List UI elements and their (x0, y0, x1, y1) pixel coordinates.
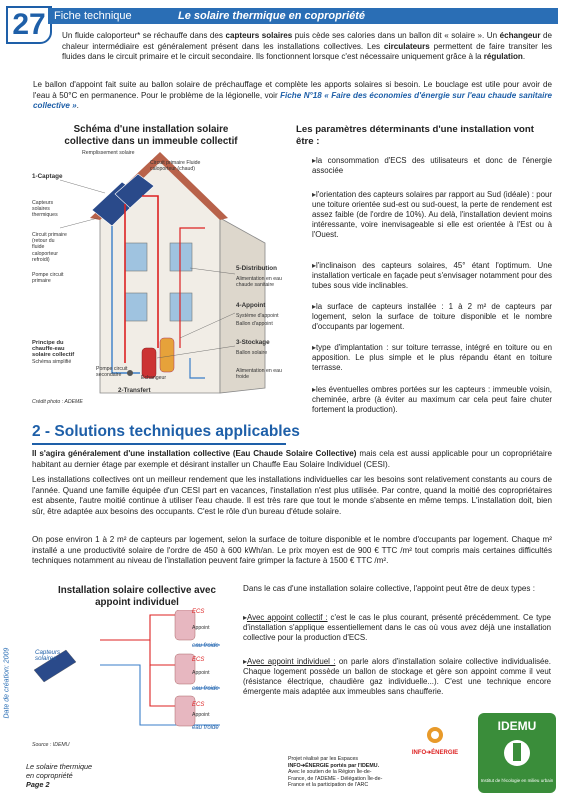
photo-credit: Crédit photo : ADEME (32, 399, 83, 405)
label-ecs: ECS (192, 609, 205, 615)
label-circuit-retour: Circuit primaire (retour du fluide caloporteur refroidi) (32, 232, 67, 263)
params-title: Les paramètres déterminants d'une installation vont être : (296, 124, 534, 147)
param-item: ▸ type d'implantation : sur toiture terrasse, intégré en toiture ou en apposition. Le plus simple et le plus répandu étant en toiture terrasse. (312, 343, 552, 373)
param-item: ▸ la consommation d'ECS des utilisateurs et donc de l'énergie associée (312, 156, 552, 176)
label-eau-froide: eau froide (192, 686, 219, 692)
section2-title: 2 - Solutions techniques applicables (32, 423, 300, 440)
label-pompe: Pompe circuit primaire (32, 272, 64, 285)
appoint-item-individuel: ▸ Avec appoint individuel : on parle alors d'installation solaire collective individualisée. Chaque logement possède un ballon de stockage et gère son appoint comme il veut (résistance électrique, chaudière gaz individuelle...). C'est une technique encore émergente mais adaptée aux immeubles sans chaufferie. (243, 657, 551, 697)
label-sys-appoint: Système d'appoint (236, 313, 279, 319)
fiche-18-link[interactable]: Fiche N°18 « Faire des économies d'énergie sur l'eau chaude sanitaire collective » (33, 90, 552, 111)
label-capteurs: Remplissement solaire (82, 150, 135, 156)
label-eau-froide: eau froide (192, 643, 219, 649)
intro-paragraph-1: Un fluide caloporteur* se réchauffe dans des capteurs solaires puis cède ses calories dans un ballon dit « solaire ». Un échangeur de chaleur intermédiaire est généralement présent dans les installations collectives. Les circulateurs permettent de faire transiter les fluides dans le circuit primaire et le circuit secondaire. Ils fonctionnent lorsque c'est nécessaire uniquement grâce à la régulation. (62, 31, 552, 62)
label-pompe-secondaire: Pompe circuit secondaire (96, 366, 128, 379)
label-ballon-solaire: Ballon solaire (236, 350, 268, 356)
header-title: Le solaire thermique en copropriété (178, 10, 366, 22)
label-captage: 1-Captage (32, 173, 63, 180)
label-appoint: 4-Appoint (236, 302, 266, 309)
header-bar (48, 8, 558, 24)
section2-underline (32, 443, 286, 445)
label-eau-froide: eau froide (192, 725, 219, 731)
param-item: ▸ l'orientation des capteurs solaires par rapport au Sud (idéale) : pour une toiture orientée sud-est ou sud-ouest, la perte de rendement est assez faible (de l'ordre de 10%). Au delà, l'installation devient moins intéressante, voire inenvisageable si elle est orientée à l'Est ou à l'Ouest. (312, 190, 552, 240)
diagram1-title: Schéma d'une installation solaire collective dans un immeuble collectif (64, 124, 238, 147)
label-principe-sub: Schéma simplifié (32, 359, 72, 365)
label-appoint: Appoint (192, 625, 210, 631)
section2-paragraph-1: Il s'agira généralement d'une installation collective (Eau Chaude Solaire Collective) mais cela est aussi applicable pour un copropriétaire habitant au dernier étage par exemple et désirant installer un Chauffe Eau Solaire Individuel (CESI). (32, 449, 552, 469)
footer-credits: Projet réalisé par les Espaces INFO➔ÉNERGIE portés par l'IDEMU. Avec le soutien de la Région Île-de-France, de l'ADEME - Délégation Île-de-France et la participation de l'ARC (288, 756, 383, 788)
param-item: ▸ l'inclinaison des capteurs solaires, 45° étant l'optimum. Une installation verticale en façade peut s'envisager notamment pour des tubes sous vide inclinables. (312, 261, 552, 291)
appoint-item-collectif: ▸ Avec appoint collectif : c'est le cas le plus courant, présenté précédemment. Ce type d'installation s'applique essentiellement dans le cas où vous avez déjà une installation collective pour la production d'ECS. (243, 613, 551, 643)
param-item: ▸ les éventuelles ombres portées sur les capteurs : immeuble voisin, cheminée, arbre (à éviter au maximum car cela peut faire chuter fortement la production). (312, 385, 552, 415)
label-echangeur: Échangeur (141, 375, 167, 381)
info-energie-logo: INFO➔ÉNERGIE (405, 726, 465, 754)
label-appoint: Appoint (192, 670, 210, 676)
creation-date: Date de création: 2009 (3, 647, 11, 719)
label-alim-eau: Alimentation en eau chaude sanitaire (236, 276, 282, 289)
label-capteurs-2: Capteurs solaires (35, 649, 61, 663)
label-principe: Principe du chauffe-eau solaire collectif (32, 340, 75, 359)
appoint-intro: Dans le cas d'une installation solaire collective, l'appoint peut être de deux types : (243, 584, 535, 593)
label-appoint: Appoint (192, 712, 210, 718)
label-transfert: 2-Transfert (118, 387, 151, 394)
param-item: ▸ la surface de capteurs installée : 1 à 2 m² de capteurs par logement, selon la surface de toiture disponible et le nombre d'occupants par logement. (312, 302, 552, 332)
footer-left: Le solaire thermique en copropriété Page 2 (26, 762, 93, 789)
label-distribution: 5-Distribution (236, 265, 277, 272)
label-ballon-appoint: Ballon d'appoint (236, 321, 273, 327)
label-capteurs-solaires: Capteurs solaires thermiques (32, 200, 58, 219)
label-ecs: ECS (192, 702, 205, 708)
label-stockage: 3-Stockage (236, 339, 270, 346)
label-ecs: ECS (192, 657, 205, 663)
sheet-number: 27 (6, 6, 52, 44)
diagram2-source: Source : IDEMU (32, 742, 70, 748)
idemu-logo: IDEMU Institut de l'écologie en milieu urbain (478, 713, 556, 793)
header-section: Fiche technique (54, 10, 132, 22)
label-circuit-primaire: Circuit primaire Fluide caloporteur (chaud) (150, 160, 201, 173)
label-alim-froide: Alimentation en eau froide (236, 368, 282, 381)
section2-paragraph-3: On pose environ 1 à 2 m² de capteurs par logement, selon la surface de toiture disponible et le nombre d'occupants par logement. Chaque m² installé a une productivité solaire de l'ordre de 450 à 600 kWh/an. Le prix moyen est de 900 € TTC /m² tout compris mais certaines difficultés techniques notamment au niveau de l'installation peuvent faire grimper la facture à 1500 € TTC /m². (32, 535, 552, 566)
diagram2-title: Installation solaire collective avec appoint individuel (58, 585, 216, 608)
appoint-diagram (30, 610, 268, 735)
intro-paragraph-2: Le ballon d'appoint fait suite au ballon solaire de préchauffage et complète les apports solaires si besoin. Le bouclage est utile pour avoir de l'eau à 50°C en permanence. Pour le problème de la légionelle, voir Fiche N°18 « Faire des économies d'énergie sur l'eau chaude sanitaire collective ». (33, 80, 552, 111)
section2-paragraph-2: Les installations collectives ont un meilleur rendement que les installations individuelles car les besoins sont relativement constants au cours de l'année. Quand une famille équipée d'un CESI part en vacances, l'installation n'est plus utilisée. Par contre, quand la moitié des copropriétaires est absente, l'autre moitié continue à utiliser l'eau chaude. Il est très rare que tout le monde s'absente en même temps. L'installation doit, bien sûr, être adaptée aux besoins des occupants. C'est le rôle d'un bureau d'étude solaire. (32, 475, 552, 516)
